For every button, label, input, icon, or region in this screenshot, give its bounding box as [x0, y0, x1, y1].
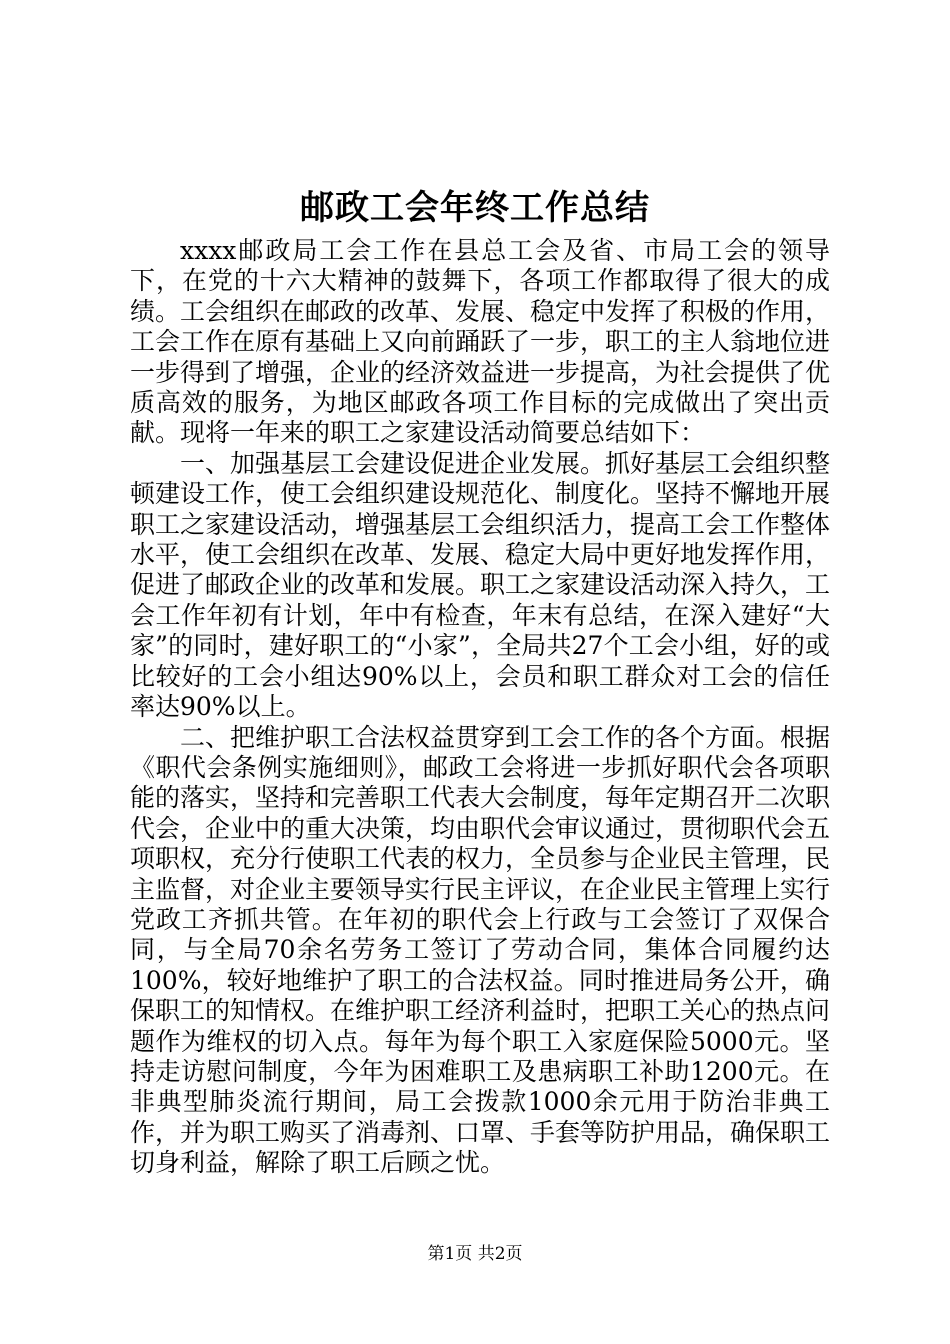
document-title: 邮政工会年终工作总结: [300, 188, 650, 228]
paragraph-intro: xxxx邮政局工会工作在县总工会及省、市局工会的领导下，在党的十六大精神的鼓舞下，各项工作都取得了很大的成绩。工会组织在邮政的改革、发展、稳定中发挥了积极的作用，工会工作在原有基础上又向前踊跃了一步，职工的主人翁地位进一步得到了增强，企业的经济效益进一步提高，为社会提供了优质高效的服务，为地区邮政各项工作目标的完成做出了突出贡献。现将一年来的职工之家建设活动简要总结如下：: [130, 236, 831, 448]
page-number-footer: 第1页 共2页: [427, 1244, 523, 1264]
paragraph-section-1: 一、加强基层工会建设促进企业发展。抓好基层工会组织整顿建设工作，使工会组织建设规范化、制度化。坚持不懈地开展职工之家建设活动，增强基层工会组织活力，提高工会工作整体水平，使工会组织在改革、发展、稳定大局中更好地发挥作用，促进了邮政企业的改革和发展。职工之家建设活动深入持久，工会工作年初有计划，年中有检查，年末有总结，在深入建好“大家”的同时，建好职工的“小家”，全局共27个工会小组，好的或比较好的工会小组达90%以上，会员和职工群众对工会的信任率达90%以上。: [130, 448, 831, 722]
paragraph-section-2: 二、把维护职工合法权益贯穿到工会工作的各个方面。根据《职代会条例实施细则》，邮政工会将进一步抓好职代会各项职能的落实，坚持和完善职工代表大会制度，每年定期召开二次职代会，企业中的重大决策，均由职代会审议通过，贯彻职代会五项职权，充分行使职工代表的权力，全员参与企业民主管理，民主监督，对企业主要领导实行民主评议，在企业民主管理上实行党政工齐抓共管。在年初的职代会上行政与工会签订了双保合同，与全局70余名劳务工签订了劳动合同，集体合同履约达100%，较好地维护了职工的合法权益。同时推进局务公开，确保职工的知情权。在维护职工经济利益时，把职工关心的热点问题作为维权的切入点。每年为每个职工入家庭保险5000元。坚持走访慰问制度，今年为困难职工及患病职工补助1200元。在非典型肺炎流行期间，局工会拨款1000余元用于防治非典工作，并为职工购买了消毒剂、口罩、手套等防护用品，确保职工切身利益，解除了职工后顾之忧。: [130, 722, 831, 1178]
document-body: [130, 236, 830, 1179]
